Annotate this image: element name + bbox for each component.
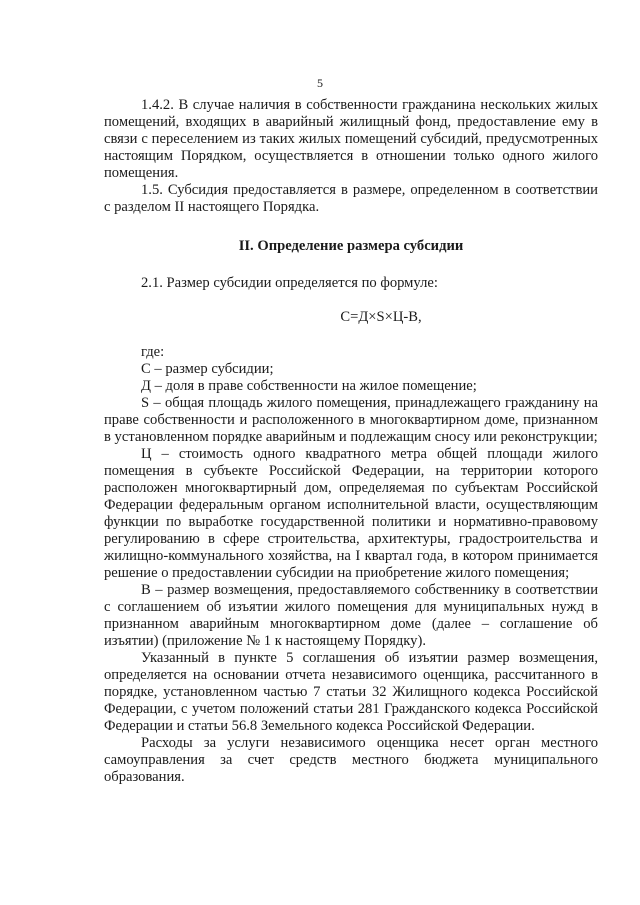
paragraph-compensation: Указанный в пункте 5 соглашения об изъятии размер возмещения, определяется на основании отчета независимого оценщика, рассчитанного в порядке, установленном частью 7 статьи 32 Жилищного кодекса Российской Федерации, с учетом положений статьи 281 Гражданского кодекса Российской Федерации и статьи 56.8 Земельного кодекса Российской Федерации. bbox=[104, 650, 598, 734]
paragraph-1-5: 1.5. Субсидия предоставляется в размере, определенном в соответствии с разделом II настоящего Порядка. bbox=[104, 182, 598, 215]
definition-ts: Ц – стоимость одного квадратного метра общей площади жилого помещения в субъекте Российской Федерации, на территории которого расположен многоквартирный дом, определяемая по субъектам Российской Федерации федеральным органом исполнительной власти, осуществляющим функции по выработке государственной политики и нормативно-правовому регулированию в сфере строительства, архитектуры, градостроительства и жилищно-коммунального хозяйства, на I квартал года, в котором принимается решение о предоставлении субсидии на приобретение жилого помещения; bbox=[104, 446, 598, 581]
definition-c: С – размер субсидии; bbox=[141, 361, 274, 377]
formula: С=Д×S×Ц-В, bbox=[340, 309, 422, 325]
paragraph-expenses: Расходы за услуги независимого оценщика несет орган местного самоуправления за счет средств местного бюджета муниципального образования. bbox=[104, 735, 598, 785]
definition-d: Д – доля в праве собственности на жилое помещение; bbox=[141, 378, 477, 394]
document-body bbox=[104, 97, 598, 786]
paragraph-2-1: 2.1. Размер субсидии определяется по формуле: bbox=[141, 275, 438, 291]
page-number: 5 bbox=[317, 76, 323, 90]
definition-s: S – общая площадь жилого помещения, принадлежащего гражданину на праве собственности и расположенного в многоквартирном доме, признанном в установленном порядке аварийным и подлежащим сносу или реконструкции; bbox=[104, 395, 598, 445]
section-heading: II. Определение размера субсидии bbox=[238, 238, 464, 254]
paragraph-1-4-2: 1.4.2. В случае наличия в собственности гражданина нескольких жилых помещений, входящих в аварийный жилищный фонд, предоставление ему в связи с переселением из таких жилых помещений субсидий, предусмотренных настоящим Порядком, осуществляется в отношении только одного жилого помещения. bbox=[104, 97, 598, 181]
where-label: где: bbox=[141, 344, 165, 360]
definition-v: В – размер возмещения, предоставляемого собственнику в соответствии с соглашением об изъятии жилого помещения для муниципальных нужд в признанном аварийным многоквартирном доме (далее – соглашение об изъятии) (приложение № 1 к настоящему Порядку). bbox=[104, 582, 598, 649]
